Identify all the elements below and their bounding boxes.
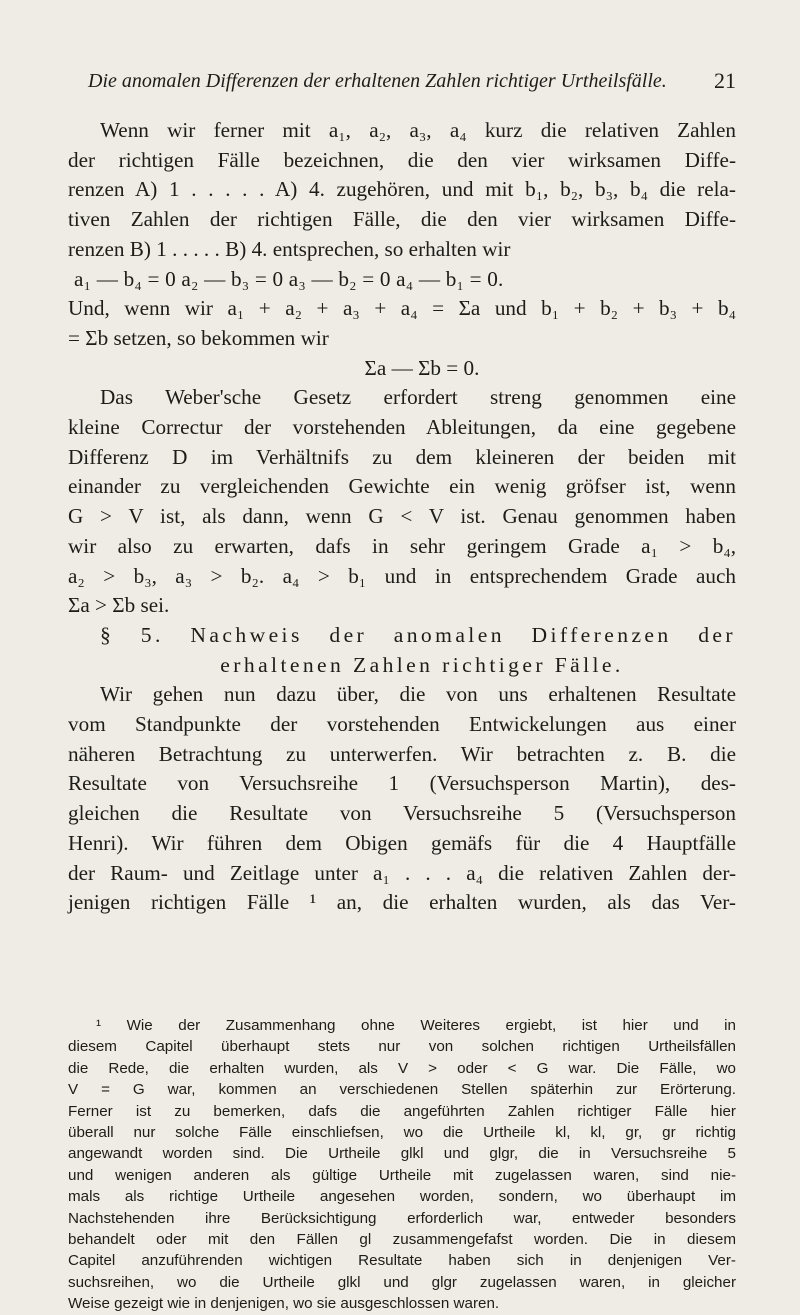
footnote: [68, 1015, 736, 1315]
footnote-line: behandelt oder mit den Fällen gl zusammengefafst worden. Die in diesem: [68, 1231, 736, 1249]
text-line: der richtigen Fälle bezeichnen, die den vier wirksamen Diffe-: [68, 147, 736, 172]
text-line: vom Standpunkte der vorstehenden Entwickelungen aus einer: [68, 712, 736, 737]
page-number: 21: [714, 68, 736, 93]
text-line: = Σb setzen, so bekommen wir: [68, 325, 329, 350]
text-line: näheren Betrachtung zu unterwerfen. Wir betrachten z. B. die: [68, 741, 736, 766]
text-line: der Raum- und Zeitlage unter a₁ . . . a₄ die relativen Zahlen der-: [68, 860, 736, 885]
text-line: wir also zu erwarten, dafs in sehr geringem Grade a₁ > b₄,: [68, 533, 736, 558]
text-line: jenigen richtigen Fälle ¹ an, die erhalten wurden, als das Ver-: [68, 890, 736, 915]
text-line: Resultate von Versuchsreihe 1 (Versuchsperson Martin), des-: [68, 771, 736, 796]
text-line: renzen A) 1 . . . . . A) 4. zugehören, und mit b₁, b₂, b₃, b₄ die rela-: [68, 177, 736, 202]
text-line: Differenz D im Verhältnifs zu dem kleineren der beiden mit: [68, 444, 736, 469]
text-line: Henri). Wir führen dem Obigen gemäfs für die 4 Hauptfälle: [68, 830, 736, 855]
paragraph-results: [68, 680, 736, 918]
text-line: G > V ist, als dann, wenn G < V ist. Genau genommen haben: [68, 504, 736, 529]
text-line: Σa > Σb sei.: [68, 593, 170, 618]
footnote-line: Ferner ist zu bemerken, dafs die angeführten Zahlen richtiger Fälle hier: [68, 1102, 736, 1120]
footnote-line: angewandt worden sind. Die Urtheile glkl und glgr, die in Versuchsreihe 5: [68, 1145, 736, 1163]
text-line: § 5. Nachweis der anomalen Differenzen der: [100, 622, 736, 647]
text-line: kleine Correctur der vorstehenden Ableitungen, da eine gegebene: [68, 415, 736, 440]
text-line: tiven Zahlen der richtigen Fälle, die den vier wirksamen Diffe-: [68, 207, 736, 232]
text-line: Wir gehen nun dazu über, die von uns erhaltenen Resultate: [100, 682, 736, 707]
main-text: [68, 116, 736, 918]
text-line: erhaltenen Zahlen richtiger Fälle.: [220, 652, 624, 677]
footnote-line: Nachstehenden ihre Berücksichtigung erforderlich war, entweder besonders: [68, 1209, 736, 1227]
text-line: Σa — Σb = 0.: [364, 355, 480, 380]
footnote-line: mals als richtige Urtheile angesehen worden, sondern, wo überhaupt im: [68, 1188, 736, 1206]
footnote-line: überall nur solche Fälle einschliefsen, wo die Urtheile kl, kl, gr, gr richtig: [68, 1124, 736, 1142]
page-header: [88, 70, 736, 104]
footnote-line: Weise gezeigt wie in denjenigen, wo sie ausgeschlossen waren.: [68, 1295, 500, 1313]
running-title: Die anomalen Differenzen der erhaltenen Zahlen richtiger Urtheilsfälle.: [88, 70, 667, 92]
section-heading: [68, 621, 736, 680]
text-line: a₂ > b₃, a₃ > b₂. a₄ > b₁ und in entsprechendem Grade auch: [68, 563, 736, 588]
paragraph-relative-numbers: [68, 116, 736, 383]
footnote-line: und wenigen anderen als gültige Urtheile mit zugelassen waren, sind nie-: [68, 1166, 736, 1184]
footnote-line: diesem Capitel überhaupt stets nur von solchen richtigen Urtheilsfällen: [68, 1038, 736, 1056]
text-line: a₁ — b₄ = 0 a₂ — b₃ = 0 a₃ — b₂ = 0 a₄ — b₁ = 0.: [74, 266, 504, 291]
text-line: Und, wenn wir a₁ + a₂ + a₃ + a₄ = Σa und b₁ + b₂ + b₃ + b₄: [68, 296, 736, 321]
text-line: gleichen die Resultate von Versuchsreihe 5 (Versuchsperson: [68, 801, 736, 826]
paragraph-weber-law: [68, 383, 736, 621]
text-line: Das Weber'sche Gesetz erfordert streng genommen eine: [100, 385, 736, 410]
footnote-line: die Rede, die erhalten wurden, als V > oder < G war. Die Fälle, wo: [68, 1059, 736, 1077]
text-line: renzen B) 1 . . . . . B) 4. entsprechen, so erhalten wir: [68, 236, 511, 261]
text-line: einander zu vergleichenden Gewichte ein wenig gröfser ist, wenn: [68, 474, 736, 499]
text-line: Wenn wir ferner mit a₁, a₂, a₃, a₄ kurz die relativen Zahlen: [100, 118, 736, 142]
footnote-line: suchsreihen, wo die Urtheile glkl und glgr zugelassen waren, in gleicher: [68, 1273, 736, 1291]
footnote-line: Capitel anzuführenden wichtigen Resultate haben sich in denjenigen Ver-: [68, 1252, 736, 1270]
footnote-line: V = G war, kommen an verschiedenen Stellen späterhin zur Erörterung.: [68, 1081, 736, 1099]
footnote-line: ¹ Wie der Zusammenhang ohne Weiteres ergiebt, ist hier und in: [96, 1017, 736, 1034]
